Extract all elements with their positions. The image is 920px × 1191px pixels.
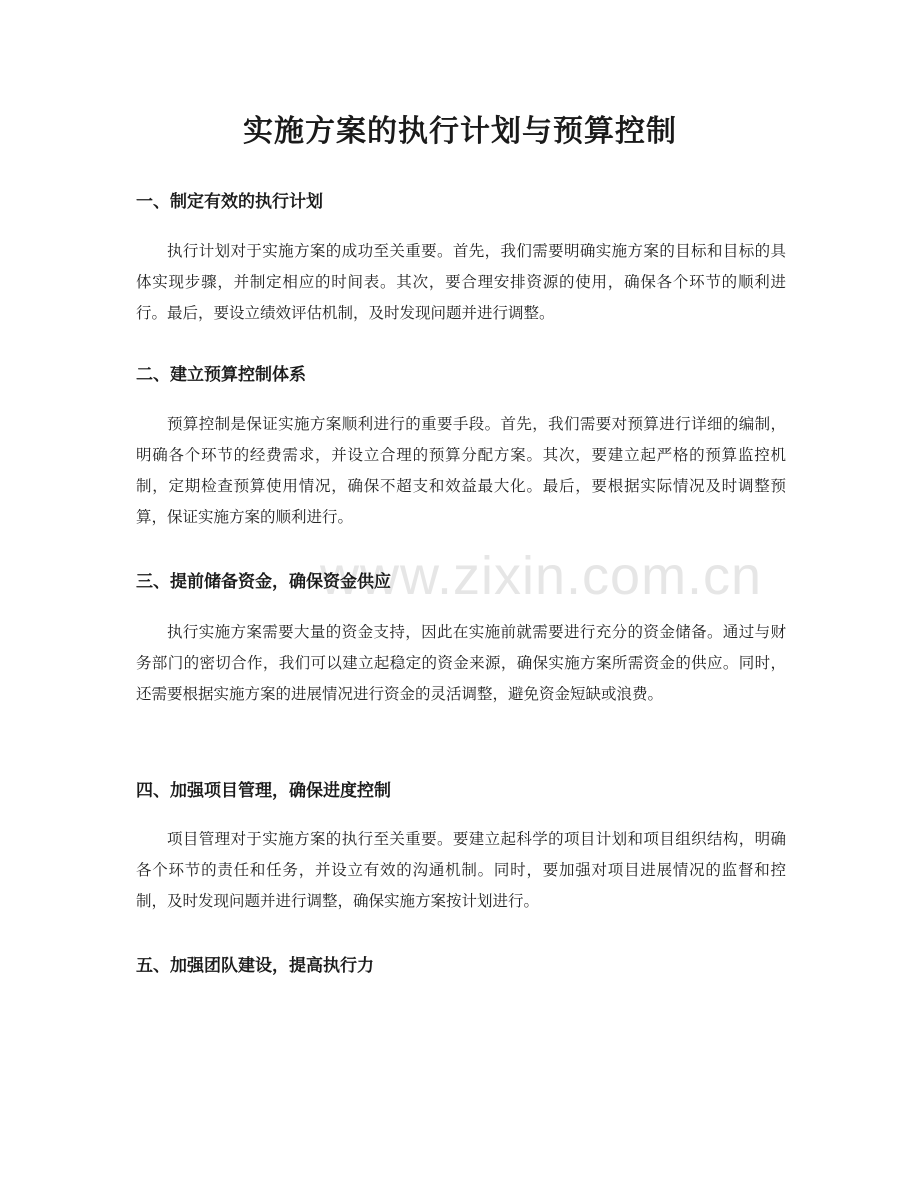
- section-heading-2: 二、建立预算控制体系: [136, 365, 306, 385]
- section-paragraph-3: 执行实施方案需要大量的资金支持，因此在实施前就需要进行充分的资金储备。通过与财务部门的密切合作，我们可以建立起稳定的资金来源，确保实施方案所需资金的供应。同时，还需要根据实施方案的进展情况进行资金的灵活调整，避免资金短缺或浪费。: [136, 623, 786, 703]
- page-title: 实施方案的执行计划与预算控制: [243, 114, 677, 149]
- section-heading-4: 四、加强项目管理，确保进度控制: [136, 781, 391, 801]
- section-paragraph-4: 项目管理对于实施方案的执行至关重要。要建立起科学的项目计划和项目组织结构，明确各个环节的责任和任务，并设立有效的沟通机制。同时，要加强对项目进展情况的监督和控制，及时发现问题并进行调整，确保实施方案按计划进行。: [136, 830, 786, 910]
- watermark: www.zixin.com.cn: [320, 546, 763, 606]
- section-paragraph-1: 执行计划对于实施方案的成功至关重要。首先，我们需要明确实施方案的目标和目标的具体实现步骤，并制定相应的时间表。其次，要合理安排资源的使用，确保各个环节的顺利进行。最后，要设立绩效评估机制，及时发现问题并进行调整。: [136, 242, 786, 322]
- section-heading-3: 三、提前储备资金，确保资金供应: [136, 572, 391, 592]
- section-paragraph-2: 预算控制是保证实施方案顺利进行的重要手段。首先，我们需要对预算进行详细的编制，明确各个环节的经费需求，并设立合理的预算分配方案。其次，要建立起严格的预算监控机制，定期检查预算使用情况，确保不超支和效益最大化。最后，要根据实际情况及时调整预算，保证实施方案的顺利进行。: [136, 415, 786, 526]
- section-heading-5: 五、加强团队建设，提高执行力: [136, 956, 374, 976]
- section-heading-1: 一、制定有效的执行计划: [136, 192, 323, 212]
